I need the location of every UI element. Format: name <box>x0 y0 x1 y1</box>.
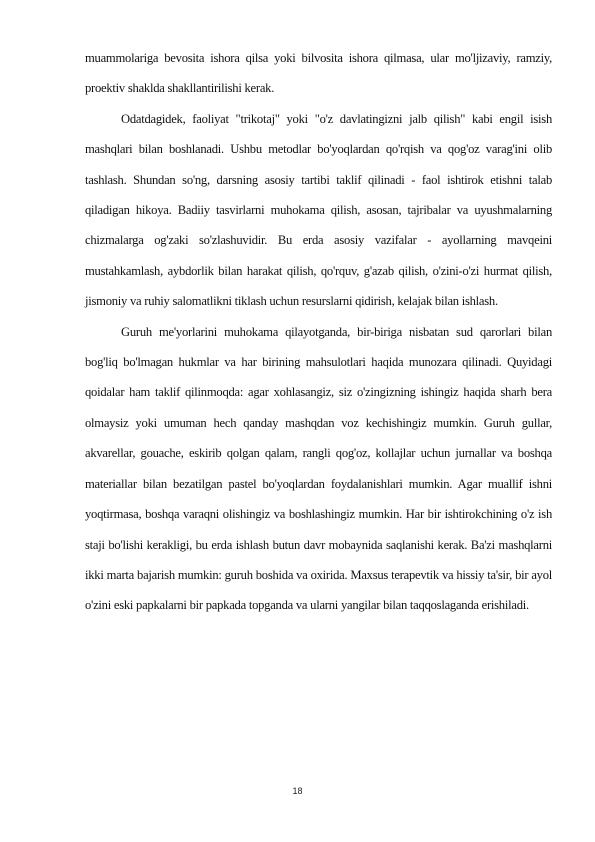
paragraph-warmup-exercises: Odatdagidek, faoliyat "trikotaj" yoki "o'z davlatingizni jalb qilish" kabi engil isish mashqlari bilan boshlanadi. Ushbu metodlar bo'yoqlardan qo'rqish va qog'oz varag'ini olib tashlash. Shundan so'ng, darsning asosiy tartibi taklif qilinadi - faol ishtirok etishni talab qiladigan hikoya. Badiiy tasvirlarni muhokama qilish, asosan, tajribalar va uyushmalarning chizmalarga og'zaki so'zlashuvidir. Bu erda asosiy vazifalar - ayollarning mavqeini mustahkamlash, aybdorlik bilan harakat qilish, qo'rquv, g'azab qilish, o'zini-o'zi hurmat qilish, jismoniy va ruhiy salomatlikni tiklash uchun resurslarni qidirish, kelajak bilan ishlash. <box>85 111 552 309</box>
paragraph-group-norms: Guruh me'yorlarini muhokama qilayotganda, bir-biriga nisbatan sud qarorlari bilan bog'liq bo'lmagan hukmlar va har birining mahsulotlari haqida munozara qilinadi. Quyidagi qoidalar ham taklif qilinmoqda: agar xohlasangiz, siz o'zingizning ishingiz haqida sharh bera olmaysiz yoki umuman hech qanday mashqdan voz kechishingiz mumkin. Guruh gullar, akvarellar, gouache, eskirib qolgan qalam, rangli qog'oz, kollajlar uchun jurnallar va boshqa materiallar bilan bezatilgan pastel bo'yoqlardan foydalanishlari mumkin. Agar muallif ishni yoqtirmasa, boshqa varaqni olishingiz va boshlashingiz mumkin. Har bir ishtirokchining o'z ish staji bo'lishi kerakligi, bu erda ishlash butun davr mobaynida saqlanishi kerak. Ba'zi mashqlarni ikki marta bajarish mumkin: guruh boshida va oxirida. Maxsus terapevtik va hissiy ta'sir, bir ayol o'zini eski papkalarni bir papkada topganda va ularni yangilar bilan taqqoslaganda erishiladi. <box>85 324 552 613</box>
page-number: 18 <box>292 786 303 796</box>
document-page <box>85 43 552 621</box>
paragraph-continuation: muammolariga bevosita ishora qilsa yoki bilvosita ishora qilmasa, ular mo'ljizaviy, ramziy, proektiv shaklda shakllantirilishi kerak. <box>85 51 552 96</box>
